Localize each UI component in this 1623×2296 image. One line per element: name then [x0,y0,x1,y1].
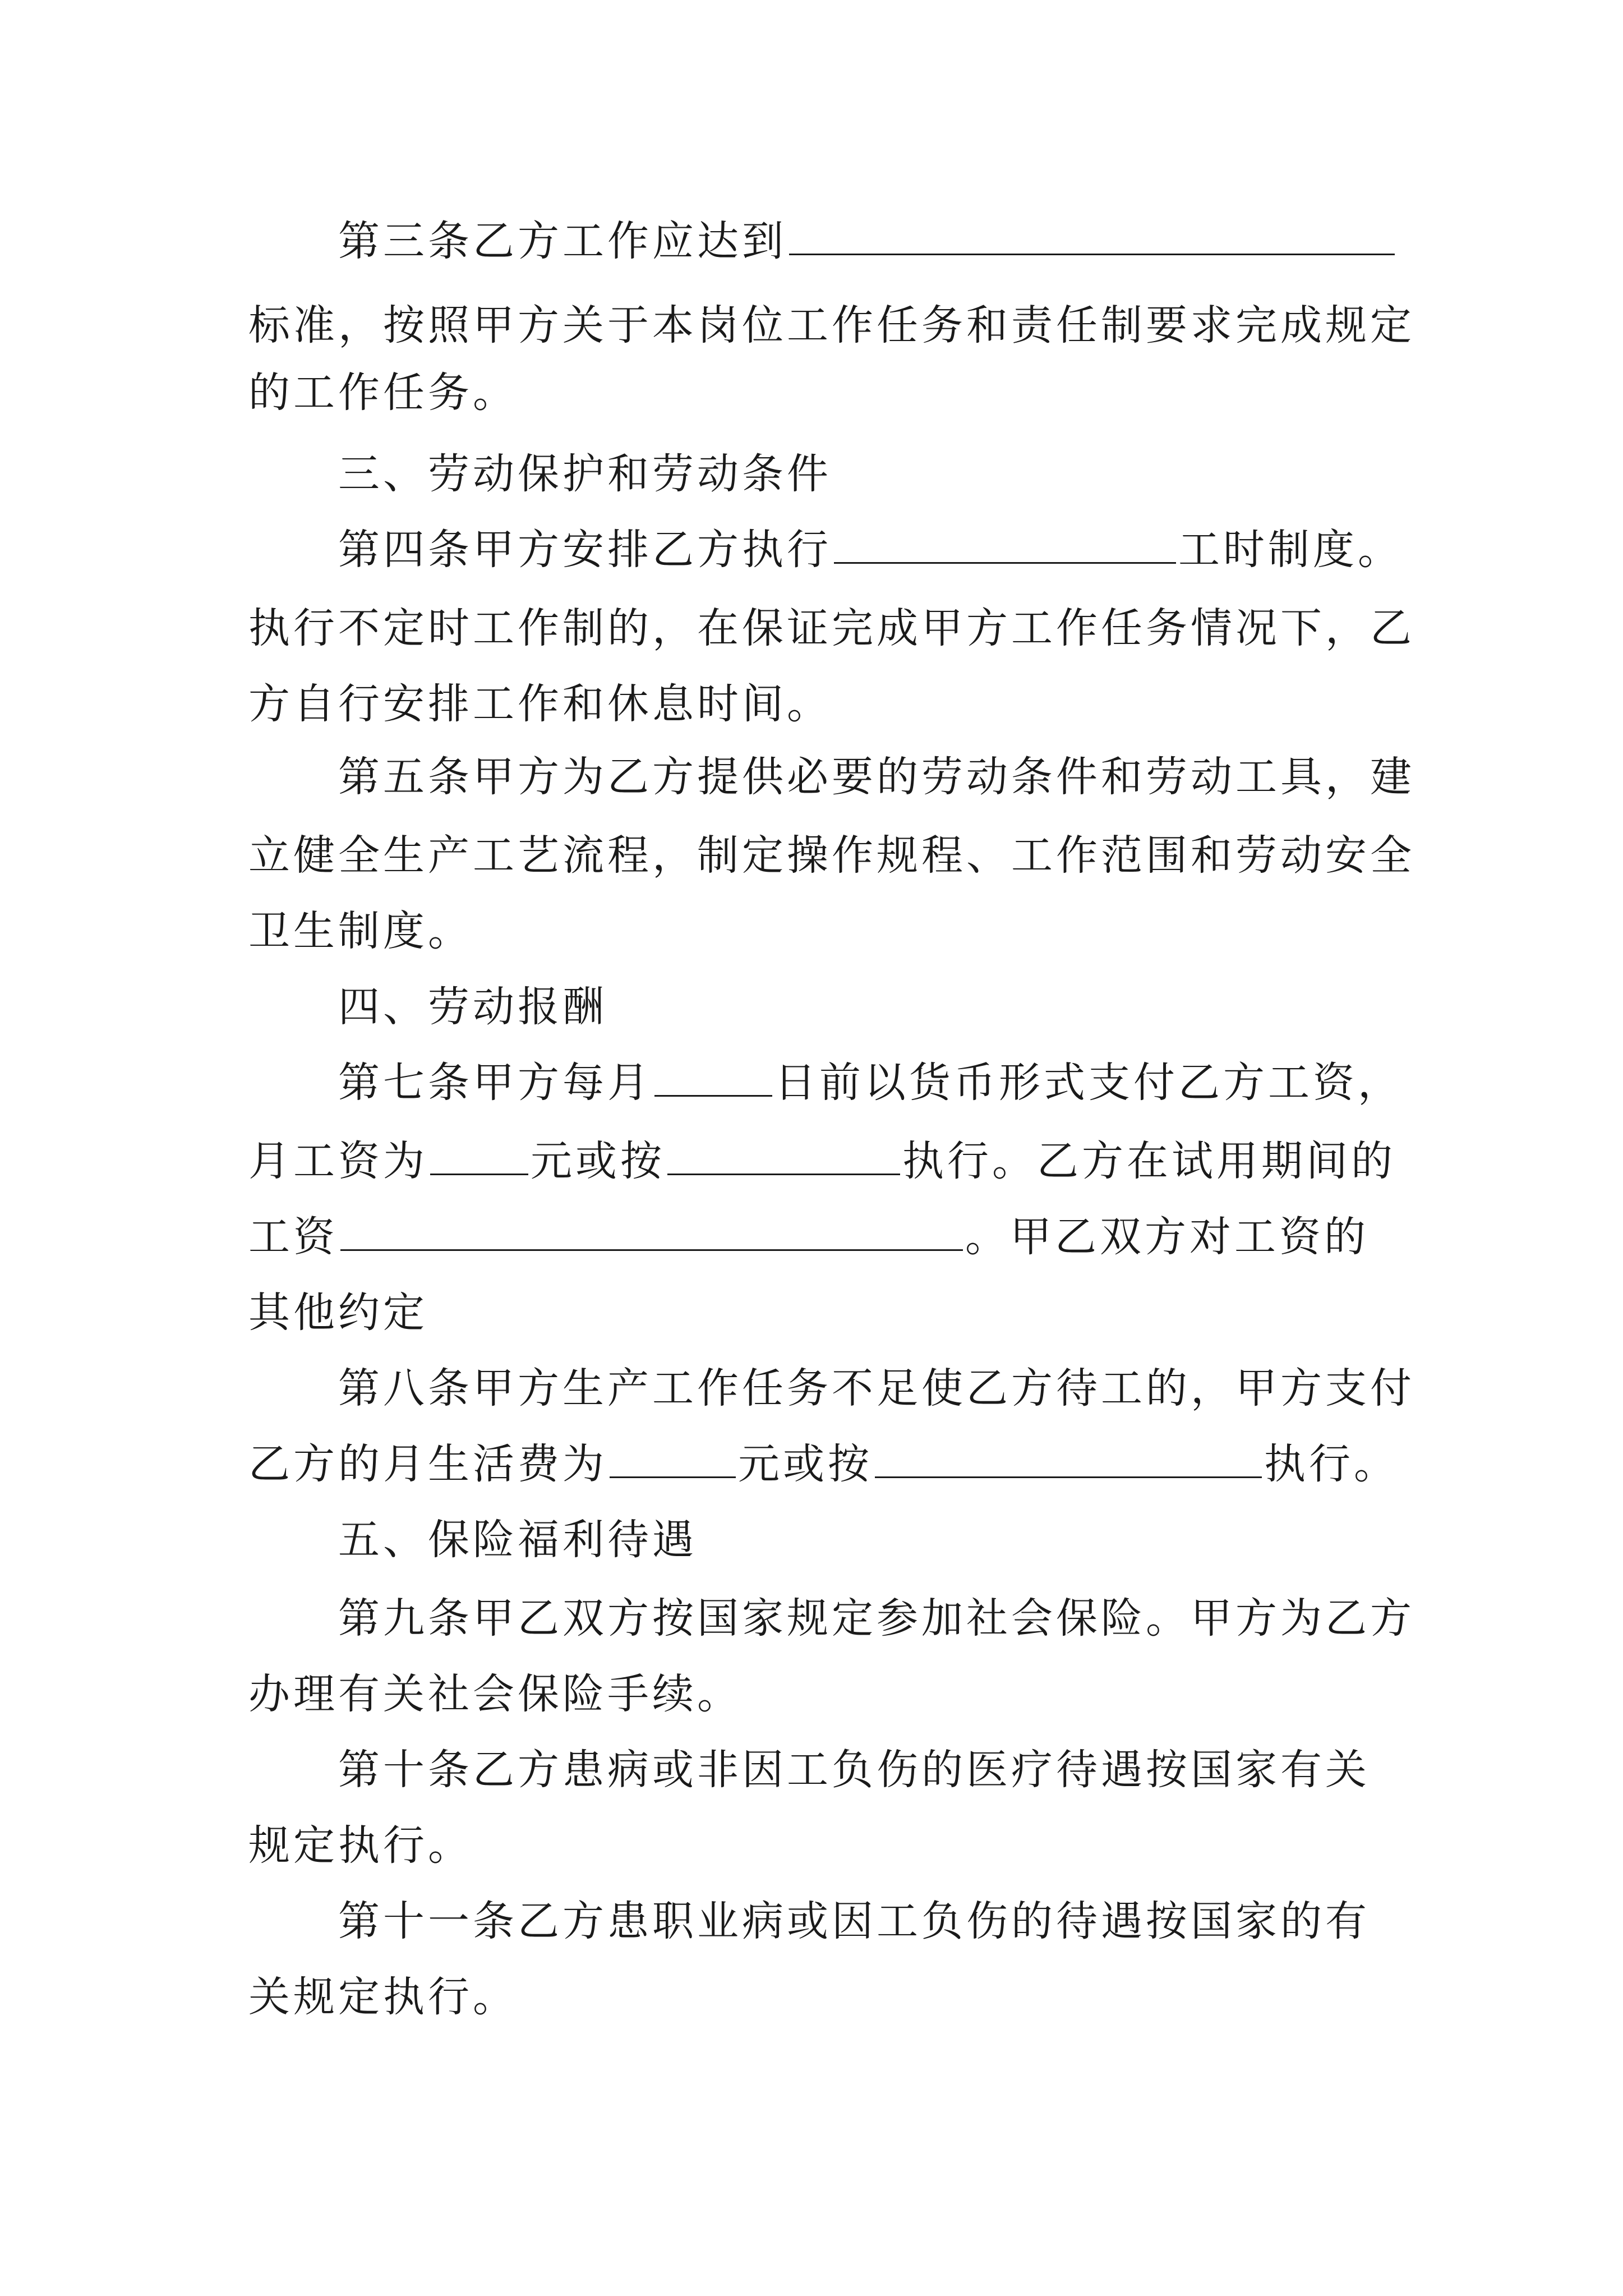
clause-11-line-1: 第十一条乙方患职业病或因工负伤的待遇按国家的有 [338,1897,1370,1945]
clause-3-line-3: 的工作任务。 [248,369,518,417]
section-4-heading: 四、劳动报酬 [338,983,607,1031]
clause-8-line-2 [248,1436,1399,1492]
clause-7-text-c: 月工资为 [248,1137,428,1185]
clause-3-text: 第三条乙方工作应达到 [338,217,787,265]
clause-5-line-3: 卫生制度。 [248,907,473,955]
fill-in-blank-living-allowance [610,1439,736,1478]
clause-7-text-a: 第七条甲方每月 [338,1059,652,1107]
fill-in-blank-salary-basis [667,1137,900,1175]
clause-9-line-1: 第九条甲乙双方按国家规定参加社会保险。甲方为乙方 [338,1594,1415,1642]
fill-in-blank-standard [789,217,1395,255]
clause-7-line-1 [338,1055,1403,1111]
clause-5-line-2: 立健全生产工艺流程，制定操作规程、工作范围和劳动安全 [248,831,1415,880]
clause-8-text-a: 乙方的月生活费为 [248,1440,607,1488]
clause-7-text-b: 日前以货币形式支付乙方工资， [774,1059,1403,1107]
clause-7-text-e: 执行。乙方在试用期间的 [902,1137,1396,1185]
clause-8-text-c: 执行。 [1264,1440,1399,1488]
clause-3-line-2: 标准，按照甲方关于本岗位工作任务和责任制要求完成规定 [248,301,1415,349]
clause-7-text-g: 。甲乙双方对工资的 [965,1213,1369,1261]
fill-in-blank-pay-day [654,1058,772,1097]
fill-in-blank-probation-salary [340,1212,963,1251]
clause-7-text-d: 元或按 [531,1137,665,1185]
clause-7-line-4: 其他约定 [248,1289,428,1337]
clause-4-line-1 [338,522,1403,578]
fill-in-blank-work-hours [834,525,1176,564]
fill-in-blank-monthly-salary [430,1137,528,1175]
clause-9-line-2: 办理有关社会保险手续。 [248,1670,742,1718]
section-3-heading: 三、劳动保护和劳动条件 [338,450,832,498]
clause-7-line-2 [248,1133,1396,1189]
clause-7-text-f: 工资 [248,1213,338,1261]
section-5-heading: 五、保险福利待遇 [338,1516,697,1564]
clause-8-text-b: 元或按 [738,1440,873,1488]
clause-5-line-1: 第五条甲方为乙方提供必要的劳动条件和劳动工具，建 [338,753,1415,801]
clause-4-line-2: 执行不定时工作制的，在保证完成甲方工作任务情况下，乙 [248,604,1415,652]
clause-4-text-a: 第四条甲方安排乙方执行 [338,526,832,574]
clause-10-line-1: 第十条乙方患病或非因工负伤的医疗待遇按国家有关 [338,1746,1370,1794]
clause-4-line-3: 方自行安排工作和休息时间。 [248,680,832,728]
fill-in-blank-allowance-basis [875,1439,1262,1478]
clause-10-line-2: 规定执行。 [248,1821,473,1870]
clause-8-line-1: 第八条甲方生产工作任务不足使乙方待工的，甲方支付 [338,1364,1415,1412]
clause-7-line-3 [248,1209,1369,1265]
clause-3-line-1 [338,213,1397,269]
clause-11-line-2: 关规定执行。 [248,1973,518,2021]
clause-4-text-b: 工时制度。 [1178,526,1403,574]
